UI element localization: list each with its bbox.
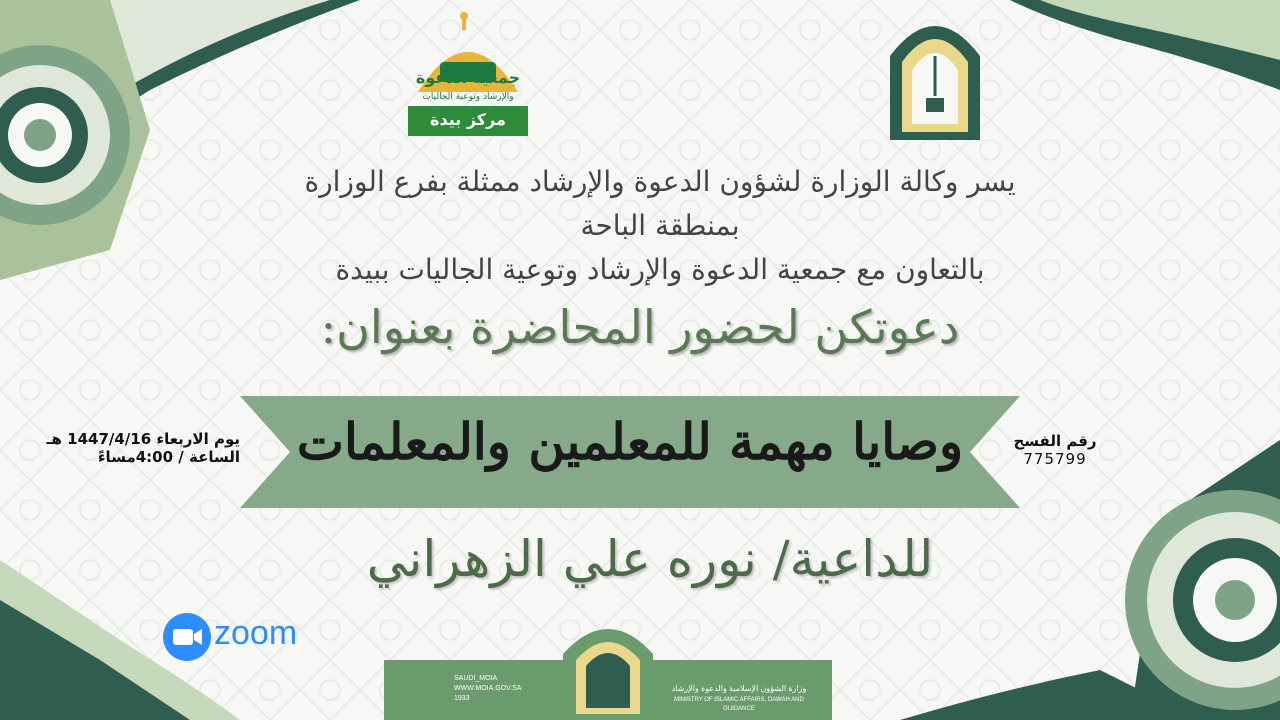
intro-line-3: بالتعاون مع جمعية الدعوة والإرشاد وتوعية الجاليات ببيدة	[335, 253, 985, 286]
intro-line-2: بمنطقة الباحة	[580, 209, 740, 242]
association-center: مركز بيدة	[430, 110, 506, 129]
lecture-title: وصايا مهمة للمعلمين والمعلمات	[296, 412, 964, 471]
intro-line-1: يسر وكالة الوزارة لشؤون الدعوة والإرشاد ممثلة بفرع الوزارة	[304, 165, 1016, 198]
permit-label: رقم الفسح	[1013, 432, 1097, 450]
invite-heading: دعوتكن لحضور المحاضرة بعنوان:	[320, 300, 960, 354]
zoom-icon	[162, 612, 212, 662]
footer-phone: 1933	[454, 695, 470, 702]
association-logo	[400, 12, 536, 138]
zoom-logo[interactable]	[162, 612, 322, 662]
association-subtitle: والإرشاد وتوعية الجاليات	[422, 92, 514, 102]
footer-website: WWW.MOIA.GOV.SA	[454, 685, 522, 692]
footer-ministry-ar: وزارة الشؤون الإسلامية والدعوة والإرشاد	[671, 684, 807, 693]
schedule-date: يوم الاربعاء 1447/4/16 هـ	[46, 430, 240, 448]
footer-bar	[384, 660, 832, 720]
permit-info	[1010, 432, 1100, 468]
footer-ministry-en: MINISTRY OF ISLAMIC AFFAIRS, DAWAH AND GUIDANCE	[674, 697, 804, 712]
zoom-label: zoom	[214, 614, 298, 652]
ministry-emblem-icon	[880, 6, 990, 140]
schedule-info	[30, 430, 240, 466]
speaker-name: للداعية/ نوره علي الزهراني	[366, 530, 934, 588]
association-name: جمعية الدعوة	[415, 68, 521, 87]
permit-number: 775799	[1023, 450, 1087, 468]
footer-emblem-icon	[558, 614, 658, 720]
schedule-time: الساعة / 4:00مساءً	[97, 448, 240, 466]
footer-handle: SAUDI_MOIA	[454, 675, 498, 682]
